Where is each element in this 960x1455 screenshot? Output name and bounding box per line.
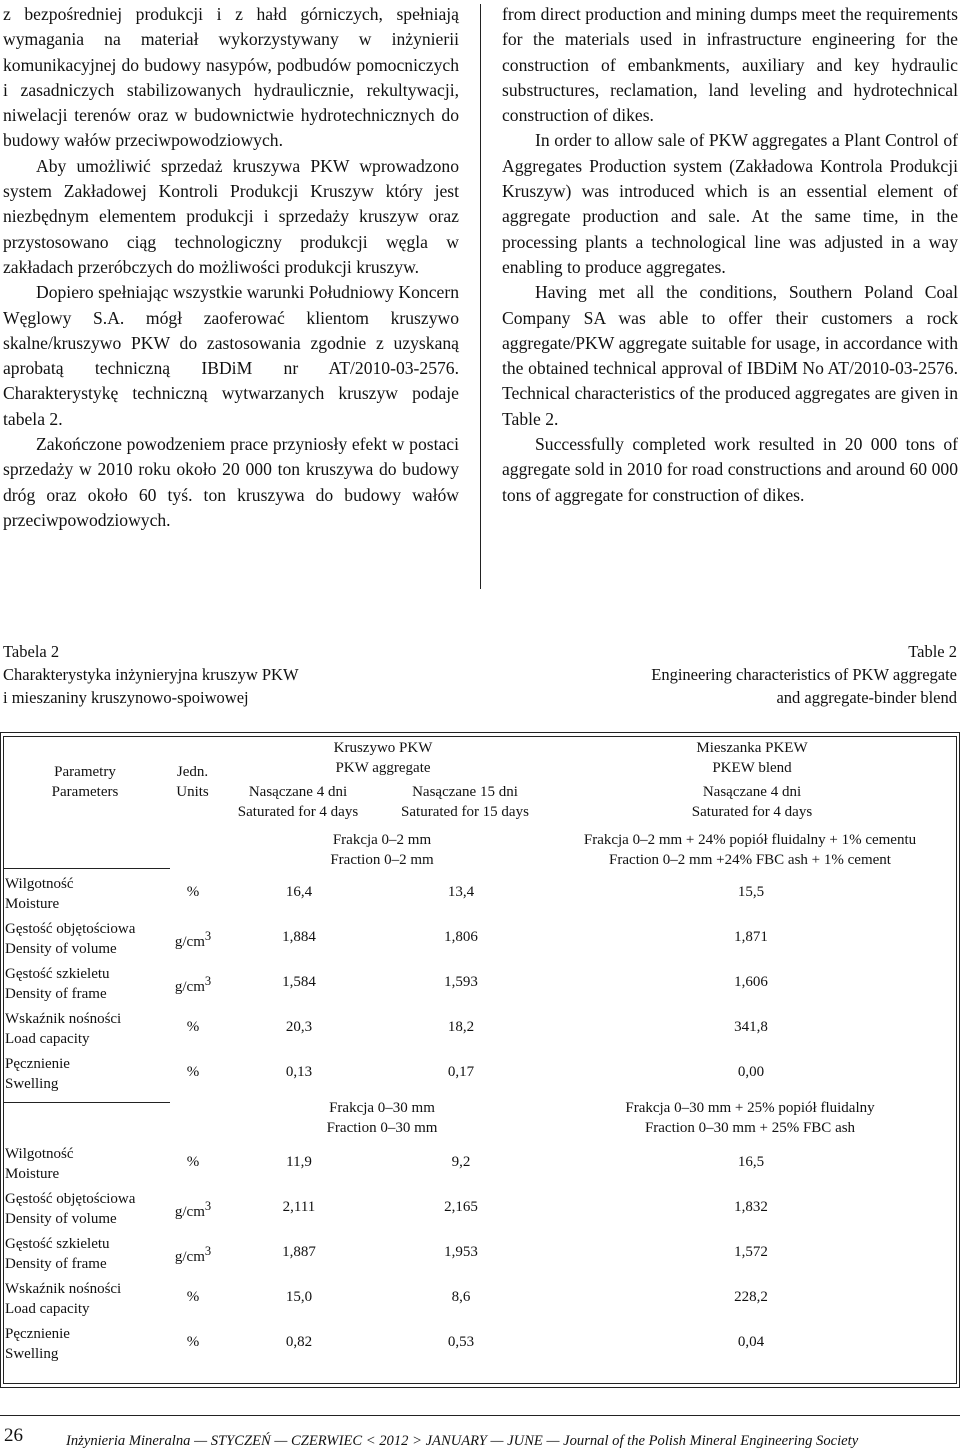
parameter-name-pl: Pęcznienie [5,1056,70,1072]
unit-cell [168,1064,218,1081]
parameter-name-en: Density of frame [5,1256,107,1272]
value-cell: 0,04 [737,1334,765,1350]
parameter-name-pl: Gęstość szkieletu [5,966,110,982]
unit-text: % [186,1064,200,1080]
unit-text: % [186,884,200,900]
value-cell: 16,5 [737,1154,765,1170]
value-cell: 1,593 [444,974,478,990]
value-cell: 15,5 [737,884,765,900]
value-cell: 0,82 [285,1334,313,1350]
header-pkew-saturated: Nasączane 4 dni Saturated for 4 days [691,784,813,820]
parameter-label [5,919,135,959]
section1-blend-header: Frakcja 0–2 mm + 24% popiół fluidalny + 1% cementu Fraction 0–2 mm +24% FBC ash + 1% cement [583,832,917,868]
paragraph: Successfully completed work resulted in 20 000 tons of aggregate sold in 2010 for road constructions and around 60 000 tons of aggregate for construction of dikes. [502,434,958,505]
table-caption-english [527,640,957,709]
parameter-name-pl: Wilgotność [5,1146,74,1162]
value-cell: 0,17 [447,1064,475,1080]
value-cell: 1,606 [734,974,768,990]
paragraph: Zakończone powodzeniem prace przyniosły efekt w postaci sprzedaży w 2010 roku około 20 000 ton kruszywa do budowy dróg oraz około 60 tyś. ton kruszywa do budowy wałów przeciwpowodziowych. [3,434,459,530]
value-cell: 11,9 [286,1154,312,1170]
parameter-name-pl: Gęstość objętościowa [5,921,136,937]
unit-text: % [186,1019,200,1035]
table-border-inner-left [3,736,4,1384]
section2-fraction-header: Frakcja 0–30 mm Fraction 0–30 mm [326,1100,438,1136]
unit-text: g/cm [174,1249,205,1265]
unit-cell [168,1019,218,1036]
value-cell: 1,584 [282,974,316,990]
parameter-name-en: Density of volume [5,1211,117,1227]
parameter-label [5,1144,74,1184]
value-cell: 18,2 [447,1019,475,1035]
value-cell: 0,00 [737,1064,765,1080]
parameter-label [5,1054,70,1094]
parameter-name-en: Density of frame [5,986,107,1002]
unit-cell [168,1199,218,1221]
parameter-label [5,1279,121,1319]
page-number: 26 [4,1425,23,1446]
value-cell: 1,806 [444,929,478,945]
caption-label: Table 2 [908,642,957,661]
section-divider [4,1102,170,1103]
parameter-label [5,1234,110,1274]
footer-rule [0,1415,960,1416]
unit-superscript: 3 [204,974,212,988]
value-cell: 9,2 [451,1154,471,1170]
parameter-name-pl: Gęstość szkieletu [5,1236,110,1252]
table-border-inner-top [3,736,957,737]
paragraph: z bezpośredniej produkcji i z hałd górniczych, spełniają wymagania na materiał wykorzystywany w inżynierii komunikacyjnej do budowy nasypów, podbudów pomocniczych i zasadniczych stabilizowanych hydraulicznie, rekultywacji, niwelacji terenów oraz w budownictwie hydrotechnicznych do budowy wałów przeciwpowodziowych. [3,4,459,151]
header-parameters: Parametry Parameters [51,764,119,800]
table-border-inner-bottom [3,1383,957,1384]
parameter-name-en: Load capacity [5,1301,90,1317]
value-cell: 228,2 [734,1289,768,1305]
header-pkew-blend: Mieszanka PKEW PKEW blend [696,740,808,776]
value-cell: 2,111 [282,1199,316,1215]
paragraph: Dopiero spełniając wszystkie warunki Południowy Koncern Węglowy S.A. mógł zaoferować klientom kruszywo skalne/kruszywo PKW do zastosowania zgodnie z uzyskaną aprobatą techniczną IBDiM nr AT/2010-03-2576. Charakterystykę techniczną wytwarzanych kruszyw podaje tabela 2. [3,282,459,429]
header-pkw-aggregate: Kruszywo PKW PKW aggregate [333,740,433,776]
section2-blend-header: Frakcja 0–30 mm + 25% popiół fluidalny Fraction 0–30 mm + 25% FBC ash [625,1100,875,1136]
paragraph: from direct production and mining dumps meet the requirements for the materials used in infrastructure engineering for the construction of embankments, auxiliary and key hydraulic substructures, reclamation, land leveling and hydrotechnical construction of dikes. [502,4,958,126]
header-units: Jedn. Units [176,764,209,800]
value-cell: 1,871 [734,929,768,945]
parameter-name-pl: Wskaźnik nośności [5,1011,122,1027]
journal-footer: Inżynieria Mineralna — STYCZEŃ — CZERWIEC < 2012 > JANUARY — JUNE — Journal of the Polish Mineral Engineering Society [66,1433,859,1449]
value-cell: 2,165 [444,1199,478,1215]
table-border-inner-right [956,736,957,1384]
unit-cell [168,929,218,951]
unit-cell [168,884,218,901]
caption-line: Engineering characteristics of PKW aggregate [651,665,957,684]
unit-superscript: 3 [204,929,212,943]
value-cell: 341,8 [734,1019,768,1035]
parameter-label [5,874,74,914]
left-column-polish [3,2,459,533]
parameter-name-pl: Wilgotność [5,876,74,892]
unit-cell [168,1244,218,1266]
value-cell: 0,53 [447,1334,475,1350]
column-divider [480,4,481,589]
value-cell: 1,572 [734,1244,768,1260]
value-cell: 1,832 [734,1199,768,1215]
value-cell: 15,0 [285,1289,313,1305]
section-divider [4,868,170,869]
paragraph: In order to allow sale of PKW aggregates a Plant Control of Aggregates Production system (Zakładowa Kontrola Produkcji Kruszyw) was introduced which is an essential element of aggregate production and sale. At the same time, in the processing plants a technological line was adjusted in a way enabling to produce aggregates. [502,130,958,277]
paragraph: Aby umożliwić sprzedaż kruszywa PKW wprowadzono system Zakładowej Kontroli Produkcji Kruszyw który jest niezbędnym elementem produkcji i sprzedaży kruszyw oraz przystosowano ciąg technologiczny produkcji węgla w zakładach przeróbczych do możliwości produkcji kruszyw. [3,155,459,277]
unit-text: g/cm [174,934,205,950]
value-cell: 8,6 [451,1289,471,1305]
value-cell: 1,953 [444,1244,478,1260]
table-border-left [0,732,1,1388]
parameter-name-en: Density of volume [5,941,117,957]
parameter-name-en: Moisture [5,1166,60,1182]
characteristics-table [0,732,960,1388]
value-cell: 1,887 [282,1244,316,1260]
caption-label: Tabela 2 [3,642,60,661]
unit-cell [168,1334,218,1351]
right-column-english [502,2,958,508]
table-border-top [0,732,960,733]
unit-superscript: 3 [204,1199,212,1213]
parameter-name-en: Swelling [5,1346,59,1362]
table-border-bottom [0,1387,960,1388]
unit-text: % [186,1154,200,1170]
value-cell: 13,4 [447,884,475,900]
caption-line: Charakterystyka inżynieryjna kruszyw PKW [3,665,299,684]
value-cell: 0,13 [285,1064,313,1080]
parameter-label [5,1009,121,1049]
value-cell: 16,4 [285,884,313,900]
table-caption-polish [3,640,433,709]
unit-text: % [186,1334,200,1350]
parameter-name-pl: Pęcznienie [5,1326,70,1342]
paragraph: Having met all the conditions, Southern Poland Coal Company SA was able to offer their customers a rock aggregate/PKW aggregate suitable for usage, in accordance with the obtained technical approval of IBDiM No AT/2010-03-2576. Technical characteristics of the produced aggregates are given in Table 2. [502,282,958,429]
section1-fraction-header: Frakcja 0–2 mm Fraction 0–2 mm [330,832,434,868]
parameter-name-en: Swelling [5,1076,59,1092]
value-cell: 20,3 [285,1019,313,1035]
unit-cell [168,1289,218,1306]
parameter-label [5,1189,135,1229]
caption-line: i mieszaniny kruszynowo-spoiwowej [3,688,249,707]
parameter-name-en: Load capacity [5,1031,90,1047]
parameter-name-pl: Gęstość objętościowa [5,1191,136,1207]
parameter-label [5,1324,70,1364]
header-saturated-4-days: Nasączane 4 dni Saturated for 4 days [237,784,359,820]
parameter-name-pl: Wskaźnik nośności [5,1281,122,1297]
unit-cell [168,1154,218,1171]
unit-text: g/cm [174,979,205,995]
header-saturated-15-days: Nasączane 15 dni Saturated for 15 days [401,784,529,820]
parameter-label [5,964,110,1004]
unit-text: % [186,1289,200,1305]
caption-line: and aggregate-binder blend [776,688,957,707]
unit-cell [168,974,218,996]
unit-superscript: 3 [204,1244,212,1258]
value-cell: 1,884 [282,929,316,945]
unit-text: g/cm [174,1204,205,1220]
parameter-name-en: Moisture [5,896,60,912]
